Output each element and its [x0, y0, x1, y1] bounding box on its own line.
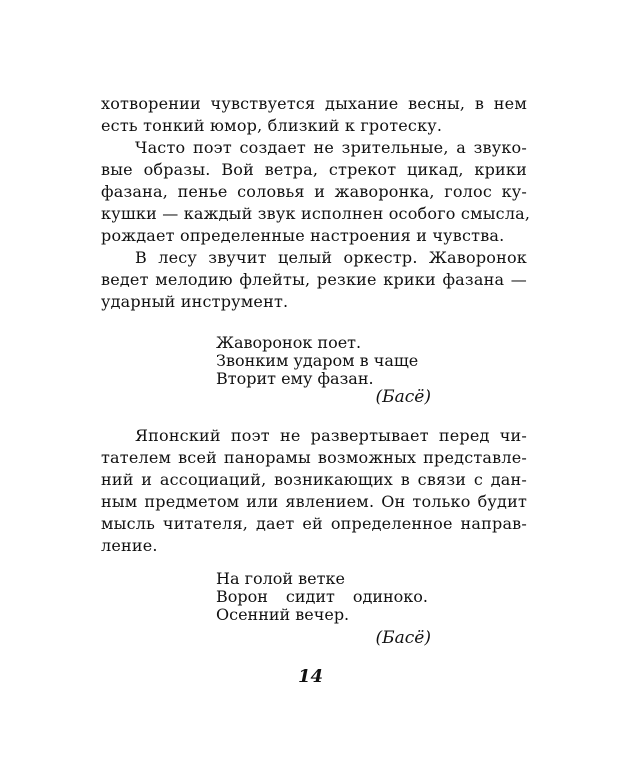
poem-line: Вторит ему фазан. [216, 369, 374, 388]
poem-line: На голой ветке [216, 569, 345, 588]
text-line: ным предметом или явлением. Он только будит [101, 492, 527, 511]
text-line: фазана, пенье соловья и жаворонка, голос ку- [101, 182, 527, 201]
text-line: мысль читателя, дает ей определенное направ- [101, 514, 527, 533]
text-line: вые образы. Вой ветра, стрекот цикад, крики [101, 160, 527, 179]
text-line: ление. [101, 536, 158, 555]
poem-line: Звонким ударом в чаще [216, 351, 419, 370]
text-line: ударный инструмент. [101, 292, 289, 311]
paragraph-1 [101, 93, 527, 137]
paragraph-3 [101, 247, 527, 313]
text-line: есть тонкий юмор, близкий к гротеску. [101, 116, 443, 135]
poem-line: Ворон сидит одиноко. [216, 587, 428, 606]
haiku-1 [216, 334, 418, 388]
paragraph-2 [101, 137, 531, 247]
text-line: В лесу звучит целый оркестр. Жаворонок [135, 248, 527, 267]
page-number: 14 [297, 666, 324, 687]
text-line: тателем всей панорамы возможных представле- [101, 448, 527, 467]
poem-line: Жаворонок поет. [216, 333, 362, 352]
text-line: кушки — каждый звук исполнен особого смысла, [101, 204, 531, 223]
haiku-2-author: (Басё) [375, 628, 431, 648]
paragraph-4 [101, 425, 527, 557]
text-line: рождает определенные настроения и чувства. [101, 226, 505, 245]
text-line: ний и ассоциаций, возникающих в связи с дан- [101, 470, 527, 489]
poem-line: Осенний вечер. [216, 605, 350, 624]
haiku-2 [216, 570, 428, 624]
text-line: ведет мелодию флейты, резкие крики фазана — [101, 270, 527, 289]
text-line: Японский поэт не развертывает перед чи- [135, 426, 527, 445]
text-line: хотворении чувствуется дыхание весны, в нем [101, 94, 527, 113]
haiku-1-author: (Басё) [375, 387, 431, 407]
text-line: Часто поэт создает не зрительные, а звуко- [135, 138, 527, 157]
